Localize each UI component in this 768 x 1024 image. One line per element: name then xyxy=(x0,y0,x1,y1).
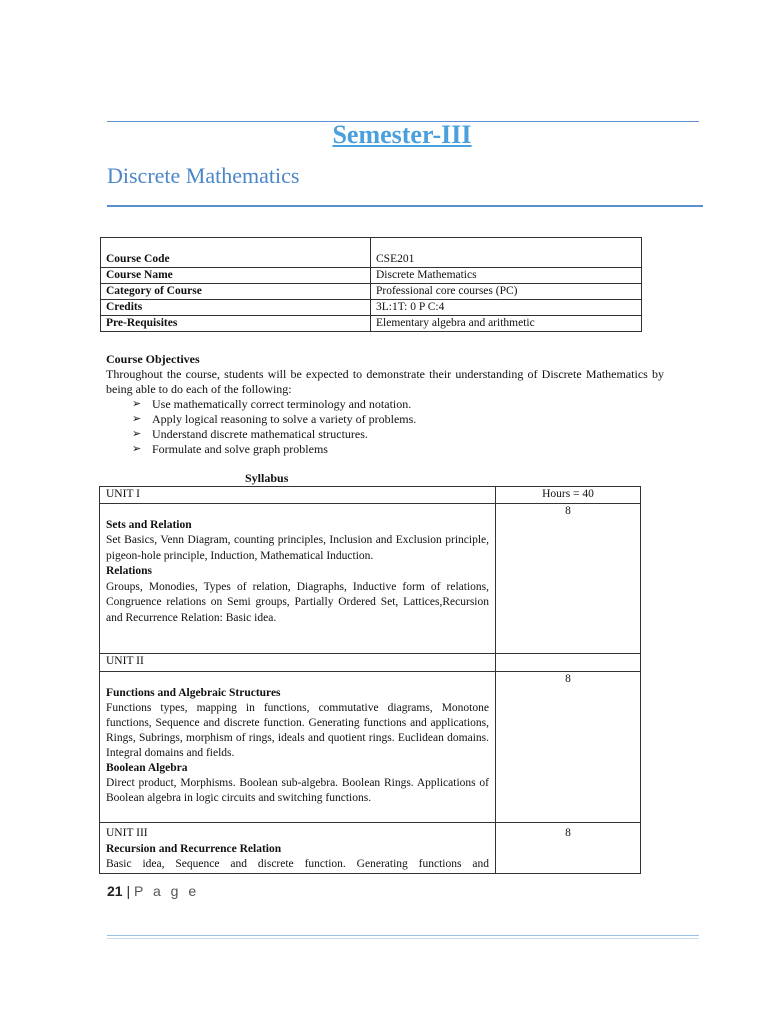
unit-label: UNIT I xyxy=(100,487,496,504)
header-rule-bottom xyxy=(107,205,703,207)
info-key: Pre-Requisites xyxy=(101,316,371,332)
table-row xyxy=(101,284,642,300)
arrow-bullet-icon: ➢ xyxy=(132,443,142,455)
unit-label: UNIT III xyxy=(106,827,148,839)
unit-content xyxy=(100,672,496,823)
unit-hours: 8 xyxy=(496,503,641,653)
objectives-intro: Throughout the course, students will be expected to demonstrate their understanding of Discrete Mathematics by being able to do each of the following: xyxy=(106,367,664,396)
unit-hours: 8 xyxy=(496,672,641,823)
info-value: Discrete Mathematics xyxy=(371,268,642,284)
table-row xyxy=(101,238,642,268)
hours-total: Hours = 40 xyxy=(496,487,641,504)
objectives-heading: Course Objectives xyxy=(106,352,200,366)
footer-separator: | xyxy=(126,883,131,899)
unit-heading: Boolean Algebra xyxy=(106,762,188,774)
subject-title: Discrete Mathematics xyxy=(107,163,300,188)
table-row xyxy=(100,487,641,504)
table-row xyxy=(100,653,641,672)
unit-text: Basic idea, Sequence and discrete function. Generating functions and xyxy=(106,858,489,870)
unit-text: Groups, Monodies, Types of relation, Diagraphs, Inductive form of relations, Congruence relations on Semi groups, Partially Ordered Set, Lattices,Recursion and Recurrence Relation: Basic idea. xyxy=(106,580,489,624)
unit-content xyxy=(100,823,496,874)
info-key: Course Code xyxy=(101,238,371,268)
course-info-table xyxy=(100,237,642,332)
syllabus-table xyxy=(99,486,641,874)
page-word: P a g e xyxy=(134,883,200,899)
unit-text: Functions types, mapping in functions, commutative diagrams, Monotone functions, Sequence and discrete function. Generating functions and applications, Rings, Subrings, morphism of rings, ideals and quotient rings. Euclidean domains. Integral domains and fields. xyxy=(106,702,489,759)
unit-heading: Functions and Algebraic Structures xyxy=(106,687,281,699)
arrow-bullet-icon: ➢ xyxy=(132,413,142,425)
info-key: Credits xyxy=(101,300,371,316)
list-item: ➢ Apply logical reasoning to solve a variety of problems. xyxy=(132,412,417,426)
arrow-bullet-icon: ➢ xyxy=(132,428,142,440)
course-objectives xyxy=(106,352,664,457)
unit-heading: Sets and Relation xyxy=(106,518,192,531)
list-item: ➢ Formulate and solve graph problems xyxy=(132,442,328,456)
semester-heading: Semester-III xyxy=(332,120,472,149)
info-key: Category of Course xyxy=(101,284,371,300)
unit-text: Direct product, Morphisms. Boolean sub-algebra. Boolean Rings. Applications of Boolean algebra in logic circuits and switching functions. xyxy=(106,777,489,804)
unit-heading: Relations xyxy=(106,565,152,577)
table-row xyxy=(100,503,641,653)
table-row xyxy=(100,823,641,874)
list-item: ➢ Understand discrete mathematical structures. xyxy=(132,427,368,441)
page-number: 21 xyxy=(107,883,123,899)
table-row xyxy=(101,316,642,332)
arrow-bullet-icon: ➢ xyxy=(132,398,142,410)
table-row xyxy=(100,672,641,823)
syllabus-heading: Syllabus xyxy=(245,471,289,485)
info-key: Course Name xyxy=(101,268,371,284)
info-value: CSE201 xyxy=(371,238,642,268)
footer-rule xyxy=(107,935,699,936)
info-value: Elementary algebra and arithmetic xyxy=(371,316,642,332)
table-row xyxy=(101,300,642,316)
table-row xyxy=(101,268,642,284)
unit-content xyxy=(100,503,496,653)
info-value: 3L:1T: 0 P C:4 xyxy=(371,300,642,316)
unit-text: Set Basics, Venn Diagram, counting principles, Inclusion and Exclusion principle, pigeon-hole principle, Induction, Mathematical Induction. xyxy=(106,534,489,562)
unit-heading: Recursion and Recurrence Relation xyxy=(106,842,282,855)
info-value: Professional core courses (PC) xyxy=(371,284,642,300)
list-item: ➢ Use mathematically correct terminology and notation. xyxy=(132,397,412,411)
page-footer xyxy=(107,883,199,899)
footer-rule-secondary xyxy=(107,938,699,939)
unit-hours: 8 xyxy=(496,823,641,874)
unit-label: UNIT II xyxy=(100,653,496,672)
objectives-list xyxy=(106,397,664,457)
